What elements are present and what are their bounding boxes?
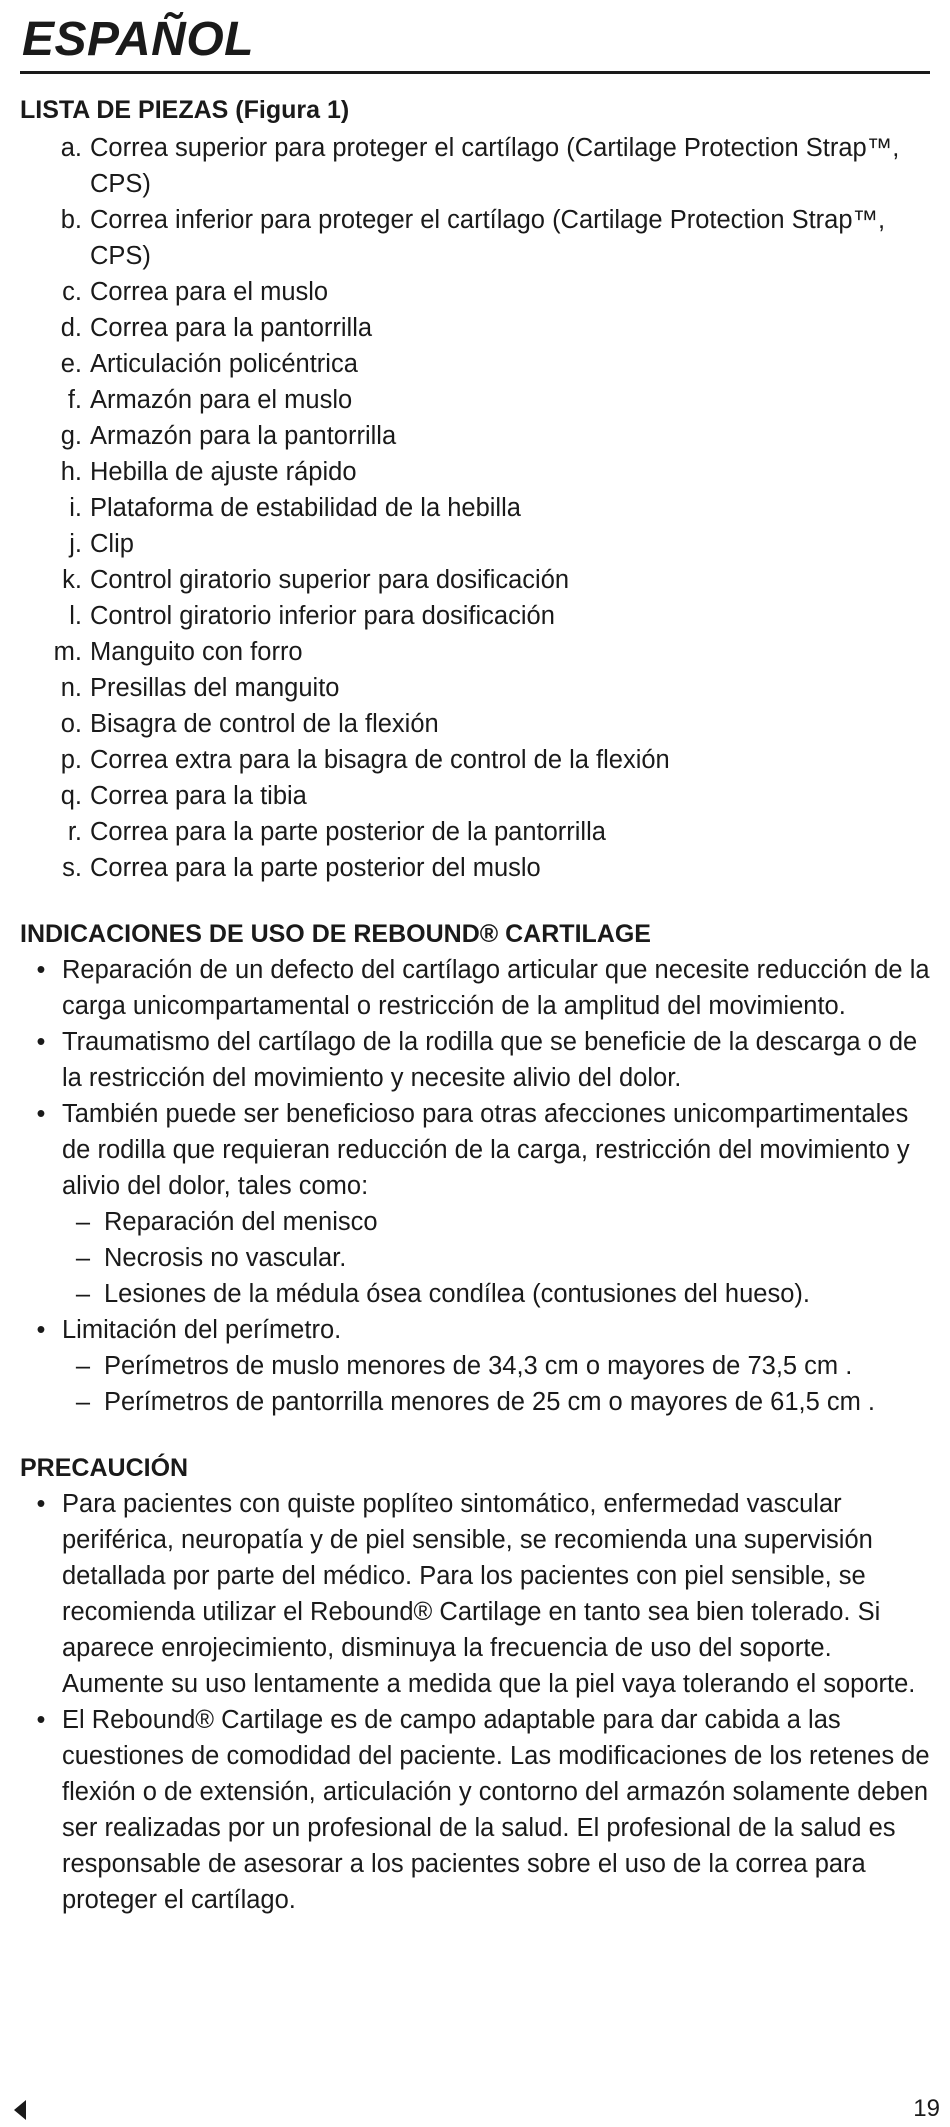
page-footer [0, 2095, 950, 2125]
item-letter: r. [67, 818, 82, 846]
item-letter: i. [69, 494, 82, 522]
bullet-marker: • [36, 956, 46, 984]
item-letter: m. [53, 638, 82, 666]
item-text: Armazón para la pantorrilla [90, 422, 397, 450]
sub-item-text: Necrosis no vascular. [104, 1244, 347, 1272]
sub-list [62, 1204, 930, 1312]
indications-heading: INDICACIONES DE USO DE REBOUND® CARTILAGE [20, 920, 651, 948]
parts-list-item [20, 742, 930, 778]
item-text: Correa para la tibia [90, 782, 307, 810]
sub-item-text: Lesiones de la médula ósea condílea (contusiones del hueso). [104, 1280, 810, 1308]
bullet-marker: • [36, 1706, 46, 1734]
bullet-text: Para pacientes con quiste poplíteo sintomático, enfermedad vascular periférica, neuropatía y de piel sensible, se recomienda una supervisión detallada por parte del médico. Para los pacientes con piel sensible, se recomienda utilizar el Rebound® Cartilage en tanto sea bien tolerado. Si aparece enrojecimiento, disminuya la frecuencia de uso del soporte. Aumente su uso lentamente a medida que la piel vaya tolerando el soporte. [62, 1490, 916, 1698]
indications-list [20, 952, 930, 1420]
item-text: Bisagra de control de la flexión [90, 710, 439, 738]
bullet-item [20, 1702, 930, 1918]
parts-list-item [20, 418, 930, 454]
parts-list-item [20, 706, 930, 742]
dash-marker: – [75, 1244, 91, 1272]
parts-list-item [20, 202, 930, 274]
bullet-item [20, 1096, 930, 1312]
item-text: Correa para la parte posterior de la pantorrilla [90, 818, 606, 846]
item-letter: o. [60, 710, 82, 738]
item-text: Articulación policéntrica [90, 350, 358, 378]
item-letter: e. [60, 350, 82, 378]
bullet-body [62, 1096, 930, 1312]
language-title: ESPAÑOL [22, 13, 254, 66]
parts-list-heading: LISTA DE PIEZAS (Figura 1) [20, 96, 350, 124]
bullet-item [20, 1024, 930, 1096]
item-letter: b. [60, 206, 82, 234]
parts-list-item [20, 634, 930, 670]
dash-marker: – [75, 1208, 91, 1236]
bullet-text: Limitación del perímetro. [62, 1316, 342, 1344]
item-letter: k. [62, 566, 82, 594]
item-letter: d. [60, 314, 82, 342]
bullet-item [20, 952, 930, 1024]
item-text: Manguito con forro [90, 638, 303, 666]
parts-list-item [20, 670, 930, 706]
title-divider [20, 71, 930, 74]
item-letter: n. [60, 674, 82, 702]
sub-item [62, 1348, 930, 1384]
sub-list [62, 1348, 930, 1420]
dash-marker: – [75, 1280, 91, 1308]
item-text: Hebilla de ajuste rápido [90, 458, 357, 486]
bullet-body [62, 952, 930, 1024]
item-letter: p. [60, 746, 82, 774]
item-letter: a. [60, 134, 82, 162]
item-letter: j. [69, 530, 82, 558]
parts-list-item [20, 274, 930, 310]
parts-list [20, 130, 930, 886]
bullet-text: Traumatismo del cartílago de la rodilla que se beneficie de la descarga o de la restricción del movimiento y necesite alivio del dolor. [62, 1028, 918, 1092]
page-number: 19 [913, 2095, 940, 2122]
parts-list-item [20, 850, 930, 886]
item-letter: l. [69, 602, 82, 630]
bullet-text: Reparación de un defecto del cartílago articular que necesite reducción de la carga unicompartamental o restricción de la amplitud del movimiento. [62, 956, 930, 1020]
parts-list-item [20, 382, 930, 418]
parts-list-item [20, 814, 930, 850]
parts-list-item [20, 454, 930, 490]
caution-list [20, 1486, 930, 1918]
item-text: Correa extra para la bisagra de control de la flexión [90, 746, 670, 774]
item-letter: s. [62, 854, 82, 882]
bullet-marker: • [36, 1316, 46, 1344]
parts-list-item [20, 778, 930, 814]
bullet-marker: • [36, 1490, 46, 1518]
item-text: Correa para la pantorrilla [90, 314, 373, 342]
bullet-item [20, 1312, 930, 1420]
parts-list-item [20, 598, 930, 634]
bullet-text: El Rebound® Cartilage es de campo adaptable para dar cabida a las cuestiones de comodidad del paciente. Las modificaciones de los retenes de flexión o de extensión, articulación y contorno del armazón solamente deben ser realizadas por un profesional de la salud. El profesional de la salud es responsable de asesorar a los pacientes sobre el uso de la correa para proteger el cartílago. [62, 1706, 930, 1914]
sub-item [62, 1384, 930, 1420]
bullet-item [20, 1486, 930, 1702]
item-text: Armazón para el muslo [90, 386, 353, 414]
dash-marker: – [75, 1352, 91, 1380]
item-text: Correa para el muslo [90, 278, 329, 306]
item-letter: c. [62, 278, 82, 306]
item-text: Control giratorio inferior para dosificación [90, 602, 555, 630]
sub-item-text: Perímetros de pantorrilla menores de 25 cm o mayores de 61,5 cm . [104, 1388, 876, 1416]
item-letter: f. [67, 386, 82, 414]
sub-item [62, 1204, 930, 1240]
bullet-marker: • [36, 1100, 46, 1128]
item-text: Correa superior para proteger el cartílago (Cartilage Protection Strap™, CPS) [90, 134, 900, 198]
bullet-body [62, 1312, 930, 1420]
dash-marker: – [75, 1388, 91, 1416]
caution-heading: PRECAUCIÓN [20, 1454, 189, 1482]
item-letter: q. [60, 782, 82, 810]
sub-item [62, 1276, 930, 1312]
parts-list-item [20, 346, 930, 382]
bullet-text: También puede ser beneficioso para otras afecciones unicompartimentales de rodilla que requieran reducción de la carga, restricción del movimiento y alivio del dolor, tales como: [62, 1100, 910, 1200]
item-text: Correa para la parte posterior del muslo [90, 854, 541, 882]
sub-item-text: Perímetros de muslo menores de 34,3 cm o mayores de 73,5 cm . [104, 1352, 853, 1380]
parts-list-item [20, 562, 930, 598]
item-text: Correa inferior para proteger el cartílago (Cartilage Protection Strap™, CPS) [90, 206, 886, 270]
page-content [20, 0, 930, 1918]
item-letter: h. [60, 458, 82, 486]
item-text: Clip [90, 530, 134, 558]
item-text: Control giratorio superior para dosificación [90, 566, 570, 594]
back-arrow-icon[interactable] [14, 2100, 26, 2120]
parts-list-item [20, 526, 930, 562]
parts-list-item [20, 490, 930, 526]
bullet-body [62, 1486, 930, 1702]
bullet-body [62, 1024, 930, 1096]
parts-list-item [20, 130, 930, 202]
sub-item [62, 1240, 930, 1276]
sub-item-text: Reparación del menisco [104, 1208, 378, 1236]
item-text: Presillas del manguito [90, 674, 340, 702]
item-text: Plataforma de estabilidad de la hebilla [90, 494, 521, 522]
bullet-body [62, 1702, 930, 1918]
item-letter: g. [60, 422, 82, 450]
bullet-marker: • [36, 1028, 46, 1056]
parts-list-item [20, 310, 930, 346]
